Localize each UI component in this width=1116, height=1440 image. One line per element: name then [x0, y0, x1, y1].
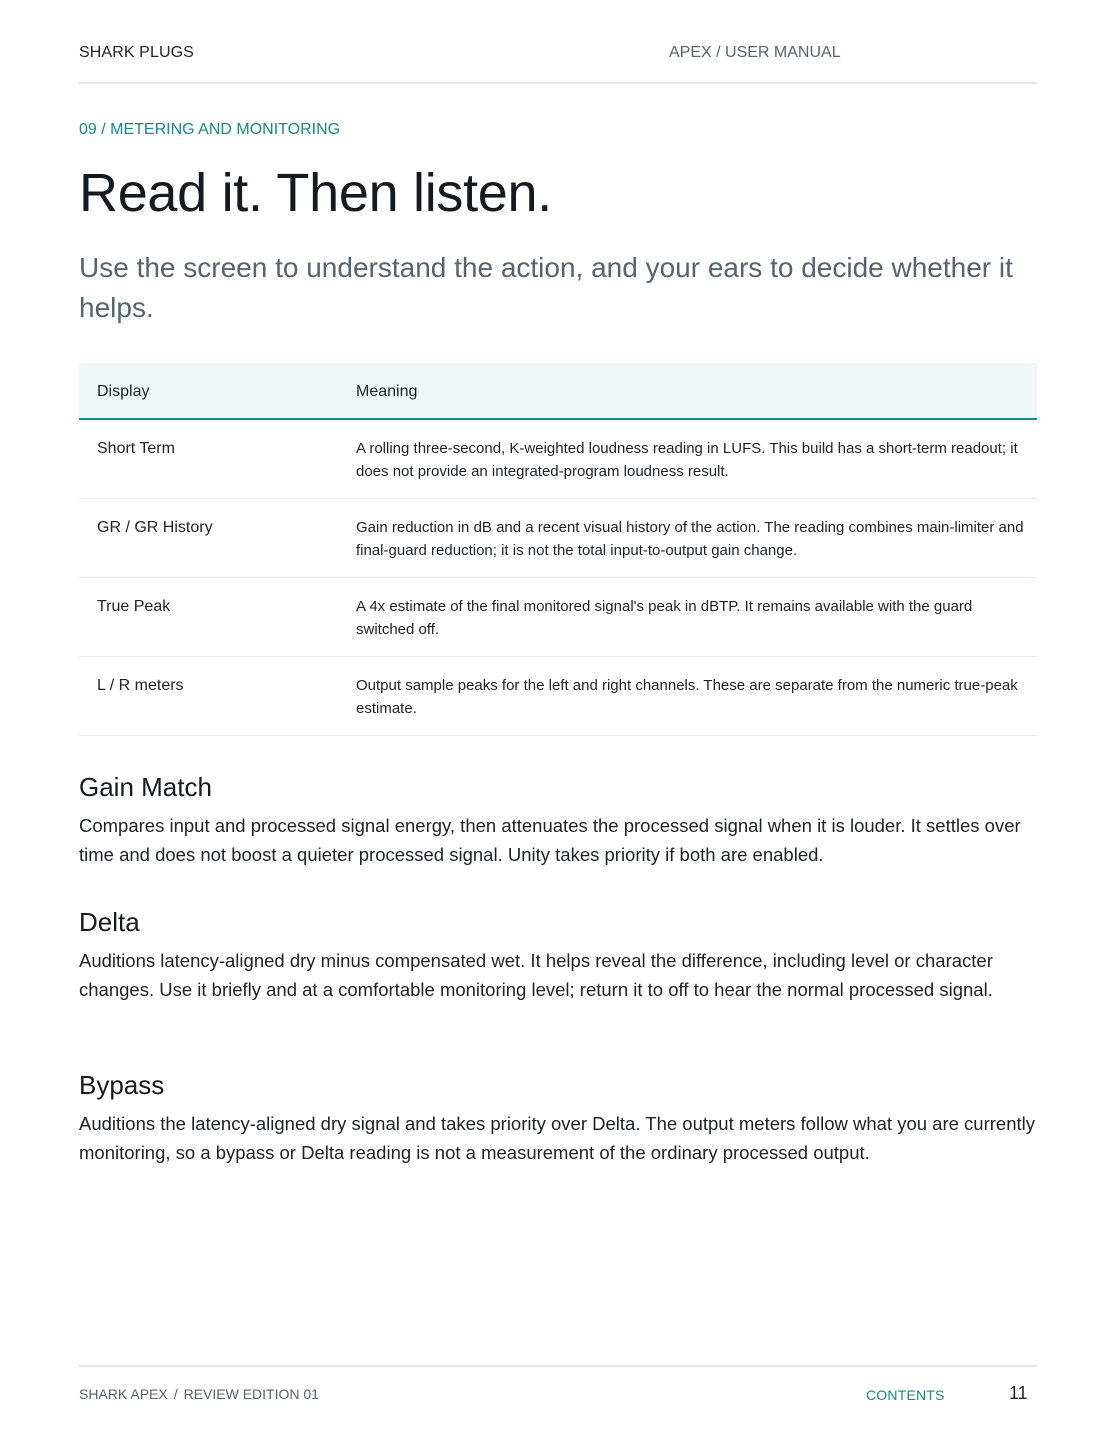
metering-table [79, 363, 1037, 736]
column-header-display: Display [97, 383, 150, 400]
contents-link[interactable]: CONTENTS [866, 1387, 945, 1403]
page-title: Read it. Then listen. [79, 163, 552, 223]
header-document-title: APEX / USER MANUAL [669, 44, 841, 61]
row-meaning-cell: Output sample peaks for the left and right channels. These are separate from the numeric true-peak estimate. [356, 677, 1018, 717]
section-heading: Gain Match [79, 772, 212, 802]
section-body: Auditions latency-aligned dry minus compensated wet. It helps reveal the difference, including level or character changes. Use it briefly and at a comfortable monitoring level; return it to off to hear the normal processed signal. [79, 950, 993, 1000]
footer-product: SHARK APEX [79, 1386, 168, 1402]
manual-page [79, 0, 1037, 1440]
table-header [79, 363, 1037, 420]
footer-separator: / [173, 1386, 178, 1402]
row-meaning-cell: A 4x estimate of the final monitored signal's peak in dBTP. It remains available with the guard switched off. [356, 598, 973, 638]
row-display-cell: Short Term [97, 440, 175, 457]
table-row [79, 657, 1037, 736]
header-divider [79, 82, 1037, 84]
row-display-cell: GR / GR History [97, 519, 213, 536]
row-display-cell: True Peak [97, 598, 171, 615]
footer-edition-label: REVIEW EDITION 01 [183, 1386, 319, 1402]
page-subtitle: Use the screen to understand the action, and your ears to decide whether it helps. [79, 252, 1013, 323]
header-brand: SHARK PLUGS [79, 44, 194, 61]
section-gain-match [79, 771, 1037, 869]
section-delta [79, 906, 1037, 1004]
table-row [79, 499, 1037, 578]
column-header-meaning: Meaning [356, 383, 418, 400]
section-heading: Bypass [79, 1070, 165, 1100]
row-display-cell: L / R meters [97, 677, 184, 694]
page-header [79, 42, 1037, 64]
row-meaning-cell: Gain reduction in dB and a recent visual history of the action. The reading combines main-limiter and final-guard reduction; it is not the total input-to-output gain change. [356, 519, 1024, 559]
section-body: Compares input and processed signal energy, then attenuates the processed signal when it is louder. It settles over time and does not boost a quieter processed signal. Unity takes priority if both are enabled. [79, 815, 1021, 865]
section-bypass [79, 1069, 1037, 1167]
page-number: 11 [1009, 1383, 1028, 1403]
table-row [79, 420, 1037, 499]
row-meaning-cell: A rolling three-second, K-weighted loudness reading in LUFS. This build has a short-term readout; it does not provide an integrated-program loudness result. [356, 440, 1018, 480]
table-row [79, 578, 1037, 657]
footer-divider [79, 1365, 1037, 1367]
section-body: Auditions the latency-aligned dry signal and takes priority over Delta. The output meters follow what you are currently monitoring, so a bypass or Delta reading is not a measurement of the ordinary processed output. [79, 1113, 1035, 1163]
section-heading: Delta [79, 907, 140, 937]
section-label: 09 / METERING AND MONITORING [79, 121, 341, 138]
footer-edition [79, 1384, 319, 1404]
